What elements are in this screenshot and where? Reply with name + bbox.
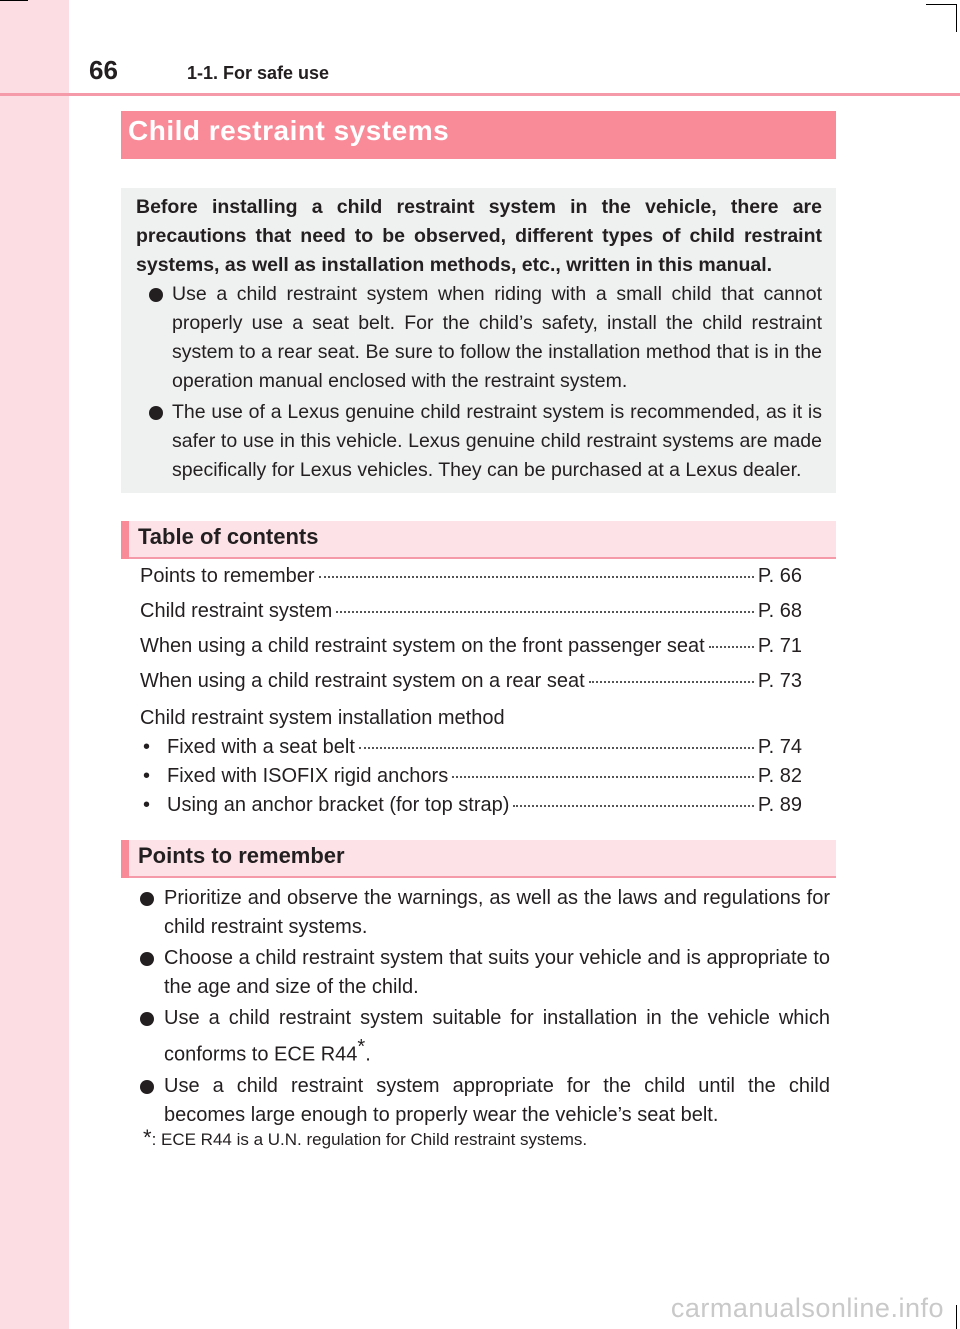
toc-entry-label: Fixed with ISOFIX rigid anchors <box>167 765 449 787</box>
toc-entry-page: P. 73 <box>757 670 802 692</box>
bullet-dot-icon <box>140 1080 154 1094</box>
toc-title: Table of contents <box>138 524 319 549</box>
toc-leader <box>336 611 754 613</box>
toc-entry-label: Fixed with a seat belt <box>167 736 355 758</box>
toc-entry-label: Using an anchor bracket (for top strap) <box>167 794 510 816</box>
toc-section-header <box>121 521 836 559</box>
intro-list <box>136 280 822 487</box>
watermark: carmanualsonline.info <box>670 1293 944 1323</box>
intro-lead: Before installing a child restraint system in the vehicle, there are precautions that need to be observed, different types of child restraint systems, as well as installation methods, etc., written in this manual. <box>136 196 822 276</box>
page-title: Child restraint systems <box>128 115 450 146</box>
points-bullet <box>140 1004 830 1070</box>
toc-leader <box>359 747 754 749</box>
bullet-dot-icon <box>149 406 163 420</box>
page-number: 66 <box>89 55 118 85</box>
toc-entry-page: P. 66 <box>757 565 802 587</box>
points-section-header <box>121 840 836 878</box>
points-bullet <box>140 944 830 1002</box>
toc-sub-marker: • <box>143 736 151 758</box>
crop-mark-top-right-vertical <box>956 4 957 32</box>
points-bullet-text: Choose a child restraint system that suits your vehicle and is appropriate to the age and size of the child. <box>164 947 830 998</box>
toc-entry-page: P. 89 <box>757 794 802 816</box>
points-title: Points to remember <box>138 843 345 868</box>
points-bullet-text: Prioritize and observe the warnings, as well as the laws and regulations for child restraint systems. <box>164 887 830 938</box>
toc-sub-marker: • <box>143 765 151 787</box>
toc-leader <box>452 776 754 778</box>
bullet-dot-icon <box>140 892 154 906</box>
intro-bullet-text: Use a child restraint system when riding with a small child that cannot properly use a seat belt. For the child’s safety, install the child restraint system to a rear seat. Be sure to follow the installation method that is in the operation manual enclosed with the restraint system. <box>172 283 822 392</box>
bullet-dot-icon <box>149 288 163 302</box>
asterisk-mark: * <box>357 1036 366 1058</box>
intro-box <box>121 188 836 493</box>
footnote-marker: * <box>143 1125 152 1150</box>
points-bullet <box>140 884 830 942</box>
toc-entry[interactable] <box>140 635 802 670</box>
table-of-contents <box>140 565 802 823</box>
toc-entry-page: P. 71 <box>757 635 802 657</box>
points-bullet <box>140 1072 830 1130</box>
toc-group-heading: Child restraint system installation method <box>140 707 505 729</box>
points-list <box>140 884 830 1132</box>
crop-mark-top-left <box>0 0 28 1</box>
page-sidebar <box>0 0 69 1329</box>
toc-entry-label: When using a child restraint system on the front passenger seat <box>140 635 705 657</box>
toc-entry-page: P. 74 <box>757 736 802 758</box>
toc-entry-page: P. 82 <box>757 765 802 787</box>
header-divider <box>0 93 960 96</box>
intro-bullet <box>136 398 822 485</box>
crop-mark-bottom-right <box>956 1305 957 1329</box>
sentence-period: . <box>365 1043 371 1066</box>
toc-entry-label: Points to remember <box>140 565 315 587</box>
bullet-dot-icon <box>140 952 154 966</box>
toc-entry[interactable] <box>140 565 802 600</box>
toc-entry-label: When using a child restraint system on a rear seat <box>140 670 585 692</box>
footnote <box>143 1125 587 1151</box>
toc-sub-entry[interactable] <box>140 794 802 823</box>
breadcrumb: 1-1. For safe use <box>187 63 330 83</box>
toc-entry[interactable] <box>140 600 802 635</box>
toc-entry-label: Child restraint system <box>140 600 333 622</box>
toc-sub-entry[interactable] <box>140 736 802 765</box>
toc-entry-page: P. 68 <box>757 600 802 622</box>
toc-leader <box>513 805 753 807</box>
toc-leader <box>709 646 754 648</box>
toc-leader <box>319 576 754 578</box>
intro-bullet <box>136 280 822 396</box>
points-bullet-text: Use a child restraint system suitable for installation in the vehicle which conforms to ECE R44 <box>164 1007 830 1066</box>
intro-bullet-text: The use of a Lexus genuine child restraint system is recommended, as it is safer to use in this vehicle. Lexus genuine child restraint systems are made specifically for Lexus vehicles. They can be purchased at a Lexus dealer. <box>172 401 822 481</box>
title-bar <box>121 111 836 159</box>
footnote-text: : ECE R44 is a U.N. regulation for Child restraint systems. <box>151 1130 588 1149</box>
bullet-dot-icon <box>140 1012 154 1026</box>
toc-leader <box>589 681 754 683</box>
toc-sub-entry[interactable] <box>140 765 802 794</box>
toc-sub-marker: • <box>143 794 151 816</box>
points-bullet-text: Use a child restraint system appropriate for the child until the child becomes large enough to properly wear the vehicle’s seat belt. <box>164 1074 830 1126</box>
toc-entry[interactable] <box>140 670 802 705</box>
crop-mark-top-right <box>926 4 956 5</box>
